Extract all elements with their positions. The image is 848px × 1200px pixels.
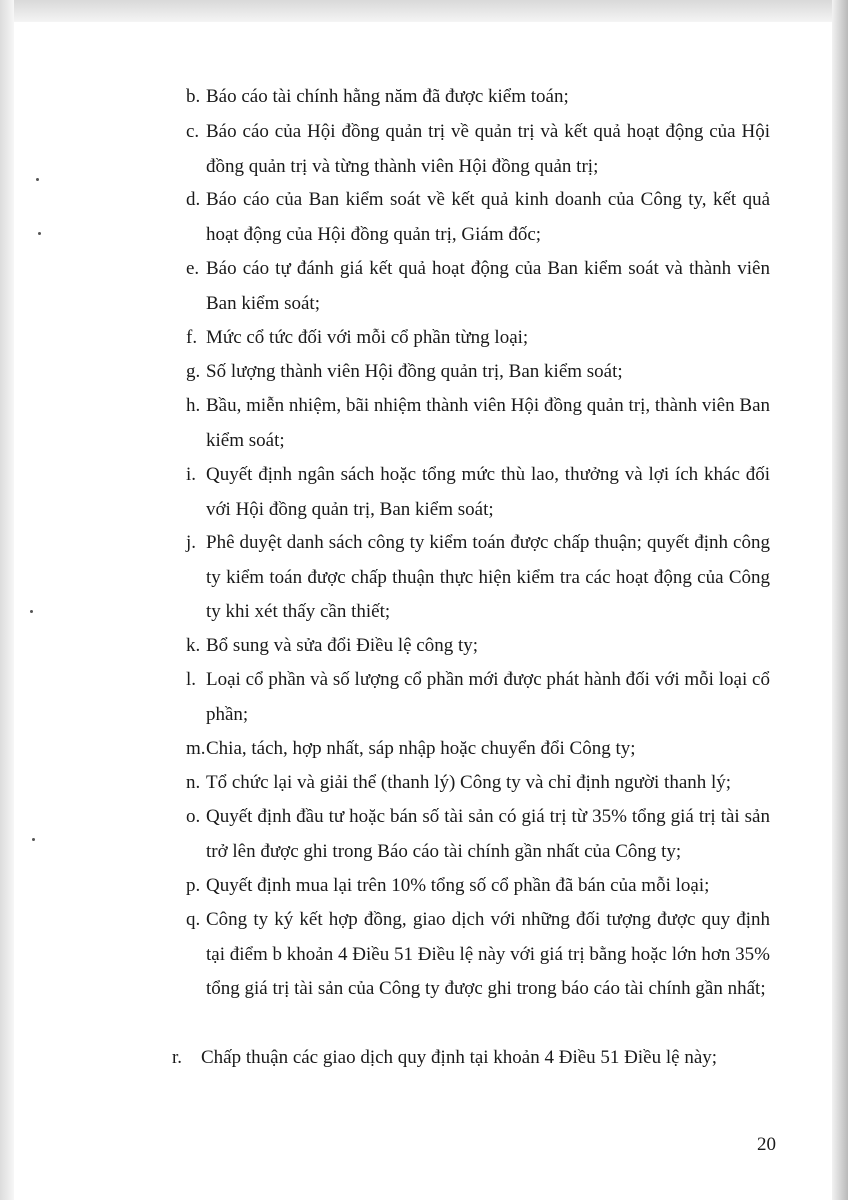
list-item-marker: i. <box>186 464 197 485</box>
list-item-text: Quyết định đầu tư hoặc bán số tài sản có giá trị từ 35% tổng giá trị tài sản trở lên được ghi trong Báo cáo tài chính gần nhất của Công ty; <box>206 806 770 862</box>
list-item-text: Chia, tách, hợp nhất, sáp nhập hoặc chuyển đổi Công ty; <box>206 738 636 759</box>
list-item-text: Mức cổ tức đối với mỗi cổ phần từng loại; <box>206 327 529 348</box>
list-item-text: Tổ chức lại và giải thể (thanh lý) Công ty và chỉ định người thanh lý; <box>206 772 732 793</box>
list-item-marker: c. <box>186 121 200 142</box>
list-item-marker: h. <box>186 395 201 416</box>
list-item-marker: q. <box>186 909 201 930</box>
list-item-text: Công ty ký kết hợp đồng, giao dịch với những đối tượng được quy định tại điểm b khoản 4 Điều 51 Điều lệ này với giá trị bằng hoặc lớn hơn 35% tổng giá trị tài sản của Công ty được ghi trong báo cáo tài chính gần nhất; <box>206 909 770 999</box>
list-item-text: Báo cáo tự đánh giá kết quả hoạt động của Ban kiểm soát và thành viên Ban kiểm soát; <box>206 258 770 314</box>
page-number: 20 <box>757 1134 776 1155</box>
list-item-marker: d. <box>186 189 201 210</box>
list-item-text: Bầu, miễn nhiệm, bãi nhiệm thành viên Hội đồng quản trị, thành viên Ban kiểm soát; <box>206 395 770 451</box>
list-item-text: Báo cáo của Hội đồng quản trị về quản trị và kết quả hoạt động của Hội đồng quản trị và từng thành viên Hội đồng quản trị; <box>206 121 770 177</box>
list-item-marker: b. <box>186 86 201 107</box>
list-item-text: Quyết định ngân sách hoặc tổng mức thù lao, thưởng và lợi ích khác đối với Hội đồng quản trị, Ban kiểm soát; <box>206 464 770 520</box>
list-item-marker: r. <box>172 1047 183 1068</box>
list-item-text: Chấp thuận các giao dịch quy định tại khoản 4 Điều 51 Điều lệ này; <box>201 1047 718 1068</box>
list-item-text: Loại cổ phần và số lượng cổ phần mới được phát hành đối với mỗi loại cổ phần; <box>206 669 770 725</box>
list-item-marker: p. <box>186 875 201 896</box>
list-item-text: Bổ sung và sửa đổi Điều lệ công ty; <box>206 635 479 656</box>
list-item-marker: o. <box>186 806 201 827</box>
list-item-marker: f. <box>186 327 198 348</box>
list-item-marker: m. <box>186 738 206 759</box>
list-item-text: Báo cáo tài chính hằng năm đã được kiểm toán; <box>206 86 569 107</box>
list-item-text: Quyết định mua lại trên 10% tổng số cổ phần đã bán của mỗi loại; <box>206 875 710 896</box>
list-item-text: Phê duyệt danh sách công ty kiểm toán được chấp thuận; quyết định công ty kiểm toán được chấp thuận thực hiện kiểm tra các hoạt động của Công ty khi xét thấy cần thiết; <box>206 532 770 622</box>
list-item-marker: e. <box>186 258 200 279</box>
list-item-text: Số lượng thành viên Hội đồng quản trị, Ban kiểm soát; <box>206 361 623 382</box>
list-item-marker: j. <box>186 532 197 553</box>
list-item-marker: n. <box>186 772 201 793</box>
list-item-marker: k. <box>186 635 201 656</box>
list-item-text: Báo cáo của Ban kiểm soát về kết quả kinh doanh của Công ty, kết quả hoạt động của Hội đồng quản trị, Giám đốc; <box>206 189 770 245</box>
list-item-marker: l. <box>186 669 197 690</box>
list-item-marker: g. <box>186 361 201 382</box>
